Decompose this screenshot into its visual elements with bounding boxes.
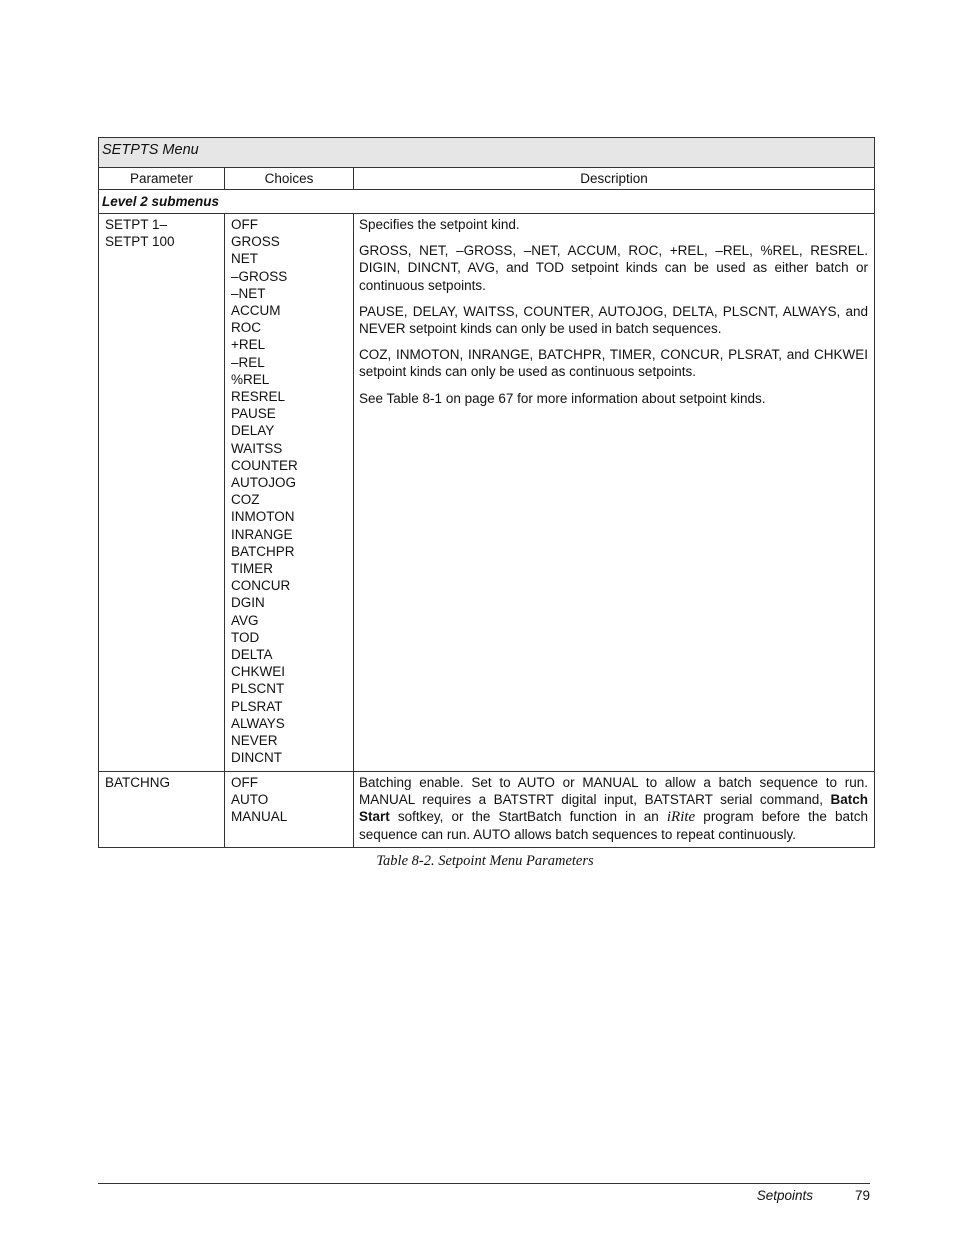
footer-divider <box>98 1183 870 1184</box>
choice-item: NET <box>231 251 258 267</box>
choice-item: INRANGE <box>231 526 293 542</box>
parameter-name: BATCHNG <box>105 774 171 790</box>
menu-title: SETPTS Menu <box>99 138 875 168</box>
description-paragraph: GROSS, NET, –GROSS, –NET, ACCUM, ROC, +REL, –REL, %REL, RESREL. DIGIN, DINCNT, AVG, and TOD setpoint kinds can be used as either batch or continuous setpoints. <box>359 243 869 293</box>
choice-item: –REL <box>231 354 265 370</box>
choice-item: DINCNT <box>231 750 282 766</box>
description-paragraph: See Table 8-1 on page 67 for more information about setpoint kinds. <box>359 390 766 406</box>
choice-item: DELTA <box>231 647 273 663</box>
parameter-cell <box>99 214 225 772</box>
choice-item: PLSRAT <box>231 698 283 714</box>
description-text: Batching enable. Set to AUTO or MANUAL to allow a batch sequence to run. MANUAL requires a BATSTRT digital input, BATSTART serial command, <box>359 774 869 807</box>
table-row <box>99 771 875 848</box>
choice-item: RESREL <box>231 389 286 405</box>
batch-start-label: Batch Start <box>359 791 869 824</box>
choice-item: AVG <box>231 612 259 628</box>
description-cell <box>354 771 875 848</box>
choice-item: TOD <box>231 629 260 645</box>
choice-item: TIMER <box>231 561 273 577</box>
choice-item: –NET <box>231 285 266 301</box>
submenu-label: Level 2 submenus <box>99 190 875 214</box>
choice-item: –GROSS <box>231 268 288 284</box>
irite-label: iRite <box>666 808 696 825</box>
choice-item: MANUAL <box>231 808 288 824</box>
choices-cell <box>225 771 354 848</box>
parameter-name: SETPT 100 <box>105 234 175 250</box>
choice-item: ROC <box>231 320 261 336</box>
choice-item: OFF <box>231 217 258 232</box>
choices-cell <box>225 214 354 772</box>
choice-item: OFF <box>231 774 258 790</box>
description-text: program before the batch sequence can run. AUTO allows batch sequences to repeat continuously. <box>359 808 869 843</box>
header-choices: Choices <box>225 168 354 190</box>
choice-item: PLSCNT <box>231 681 285 697</box>
description-text: softkey, or the StartBatch function in an <box>389 808 667 824</box>
choice-item: COZ <box>231 492 260 508</box>
table-caption: Table 8-2. Setpoint Menu Parameters <box>376 853 594 869</box>
choice-item: AUTOJOG <box>231 475 297 491</box>
description-paragraph: Specifies the setpoint kind. <box>359 217 520 232</box>
header-description: Description <box>354 168 875 190</box>
choice-item: COUNTER <box>231 457 298 473</box>
choice-item: WAITSS <box>231 440 283 456</box>
footer-section-name: Setpoints <box>756 1188 813 1203</box>
choice-item: ACCUM <box>231 303 281 319</box>
choice-item: GROSS <box>231 234 280 250</box>
parameter-cell <box>99 771 225 848</box>
choice-item: CONCUR <box>231 578 291 594</box>
description-paragraph <box>359 774 868 844</box>
choice-item: BATCHPR <box>231 543 295 559</box>
choice-item: DELAY <box>231 423 275 439</box>
choice-item: %REL <box>231 371 270 387</box>
choice-item: AUTO <box>231 791 269 807</box>
footer-page-number: 79 <box>854 1188 870 1203</box>
choice-item: ALWAYS <box>231 715 285 731</box>
choice-item: +REL <box>231 337 266 353</box>
choice-item: PAUSE <box>231 406 276 422</box>
description-paragraph: COZ, INMOTON, INRANGE, BATCHPR, TIMER, CONCUR, PLSRAT, and CHKWEI setpoint kinds can only be used as continuous setpoints. <box>359 347 869 380</box>
choice-item: DGIN <box>231 595 265 611</box>
parameter-name: SETPT 1– <box>105 217 168 232</box>
choice-item: NEVER <box>231 733 278 749</box>
description-cell <box>354 214 875 772</box>
choice-item: CHKWEI <box>231 664 285 680</box>
header-parameter: Parameter <box>99 168 225 190</box>
choice-item: INMOTON <box>231 509 295 525</box>
description-paragraph: PAUSE, DELAY, WAITSS, COUNTER, AUTOJOG, DELTA, PLSCNT, ALWAYS, and NEVER setpoint kinds can only be used in batch sequences. <box>359 303 869 337</box>
table-row <box>99 214 875 772</box>
setpts-menu-table <box>98 137 875 848</box>
